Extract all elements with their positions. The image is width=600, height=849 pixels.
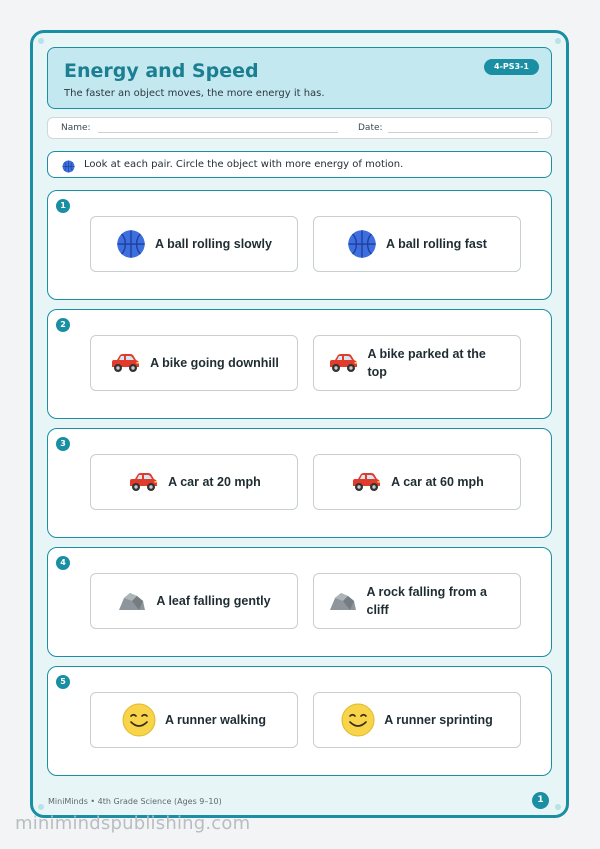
- rock-icon: [117, 590, 147, 612]
- question-card: [47, 190, 552, 300]
- name-label: Name:: [61, 123, 91, 133]
- question-number: 5: [56, 675, 70, 689]
- page-title: Energy and Speed: [64, 60, 259, 82]
- choice-label: A bike parked at the top: [367, 347, 486, 379]
- rock-icon: [328, 590, 358, 612]
- instruction-text: Look at each pair. Circle the object with more energy of motion.: [84, 159, 404, 170]
- watermark: minimindspublishing.com: [15, 813, 251, 834]
- corner-dot: [38, 38, 44, 44]
- question-card: [47, 547, 552, 657]
- corner-dot: [38, 804, 44, 810]
- date-field[interactable]: [388, 132, 538, 133]
- page-subtitle: The faster an object moves, the more energy it has.: [64, 88, 325, 99]
- answer-choice-left[interactable]: [90, 692, 298, 748]
- date-label: Date:: [358, 123, 383, 133]
- corner-dot: [555, 38, 561, 44]
- page-number-badge: 1: [532, 792, 549, 809]
- answer-choice-right[interactable]: [313, 216, 521, 272]
- standard-code-badge: 4-PS3-1: [484, 59, 539, 75]
- question-number: 1: [56, 199, 70, 213]
- question-number: 3: [56, 437, 70, 451]
- answer-choice-left[interactable]: [90, 573, 298, 629]
- answer-choice-right[interactable]: [313, 335, 521, 391]
- question-number: 2: [56, 318, 70, 332]
- smiley-icon: [122, 703, 156, 737]
- ball-icon: [62, 158, 75, 171]
- choice-label: A car at 60 mph: [391, 475, 484, 489]
- answer-choice-left[interactable]: [90, 454, 298, 510]
- name-field[interactable]: [98, 132, 338, 133]
- footer-text: MiniMinds • 4th Grade Science (Ages 9–10): [48, 797, 222, 806]
- question-card: [47, 428, 552, 538]
- ball-icon: [347, 229, 377, 259]
- choice-label: A rock falling from a cliff: [366, 585, 487, 617]
- choice-label: A car at 20 mph: [168, 475, 261, 489]
- question-card: [47, 309, 552, 419]
- choice-label: A ball rolling fast: [386, 237, 487, 251]
- car-icon: [109, 352, 141, 374]
- choice-label: A bike going downhill: [150, 356, 279, 370]
- instruction-box: [47, 151, 552, 178]
- choice-label: A runner walking: [165, 713, 266, 727]
- car-icon: [127, 471, 159, 493]
- answer-choice-right[interactable]: [313, 454, 521, 510]
- question-card: [47, 666, 552, 776]
- choice-label: A leaf falling gently: [156, 594, 271, 608]
- smiley-icon: [341, 703, 375, 737]
- car-icon: [350, 471, 382, 493]
- question-number: 4: [56, 556, 70, 570]
- car-icon: [327, 352, 359, 374]
- answer-choice-right[interactable]: [313, 692, 521, 748]
- choice-label: A runner sprinting: [384, 713, 493, 727]
- answer-choice-left[interactable]: [90, 335, 298, 391]
- worksheet-header: [47, 47, 552, 109]
- choice-label: A ball rolling slowly: [155, 237, 272, 251]
- corner-dot: [555, 804, 561, 810]
- answer-choice-right[interactable]: [313, 573, 521, 629]
- name-date-bar: [47, 117, 552, 139]
- ball-icon: [116, 229, 146, 259]
- answer-choice-left[interactable]: [90, 216, 298, 272]
